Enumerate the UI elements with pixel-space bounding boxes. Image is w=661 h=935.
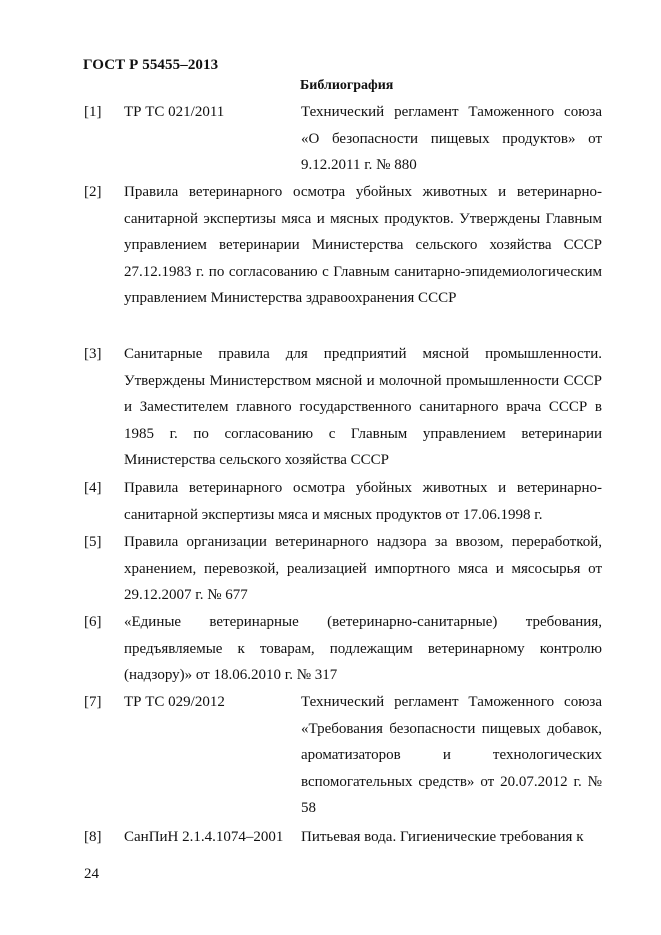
page-number: 24 — [84, 866, 99, 882]
entry-code: СанПиН 2.1.4.1074–2001 — [124, 829, 284, 845]
entry-number: [7] — [84, 694, 102, 710]
entry-code: ТР ТС 021/2011 — [124, 104, 225, 120]
entry-code: ТР ТС 029/2012 — [124, 694, 225, 710]
entry-text: Правила ветеринарного осмотра убойных животных и ветеринарно-санитарной экспертизы мяса и мясных продуктов от 17.06.1998 г. — [124, 480, 602, 523]
entry-number: [3] — [84, 346, 102, 362]
entry-text: Правила ветеринарного осмотра убойных животных и ветеринарно-санитарной экспертизы мяса и мясных продуктов. Утверждены Главным управлением ветеринарии Министерства сельского хозяйства СССР 27.12.1983 г. по согласованию с Главным санитарно-эпидемиологическим управлением Министерства здравоохранения СССР — [124, 184, 602, 307]
entry-text: Технический регламент Таможенного союза «Требования безопасности пищевых добавок, ароматизаторов и технологических вспомогательных средств» от 20.07.2012 г. № 58 — [301, 694, 602, 817]
entry-number: [1] — [84, 104, 102, 120]
entry-number: [6] — [84, 614, 102, 630]
entry-number: [4] — [84, 480, 102, 496]
entry-text: Питьевая вода. Гигиенические требования к — [301, 829, 584, 845]
document-header: ГОСТ Р 55455–2013 — [83, 57, 219, 73]
entry-number: [2] — [84, 184, 102, 200]
entry-number: [8] — [84, 829, 102, 845]
entry-text: Санитарные правила для предприятий мясной промышленности. Утверждены Министерством мясной и молочной промышленности СССР и Заместителем главного государственного санитарного врача СССР в 1985 г. по согласованию с Главным управлением ветеринарии Министерства сельского хозяйства СССР — [124, 346, 602, 469]
entry-number: [5] — [84, 534, 102, 550]
entry-text: Правила организации ветеринарного надзора за ввозом, переработкой, хранением, перевозкой, реализацией импортного мяса и мясосырья от 29.12.2007 г. № 677 — [124, 534, 602, 604]
entry-text: Технический регламент Таможенного союза «О безопасности пищевых продуктов» от 9.12.2011 г. № 880 — [301, 104, 602, 174]
entry-text: «Единые ветеринарные (ветеринарно-санитарные) требования, предъявляемые к товарам, подлежащим ветеринарному контролю (надзору)» от 18.06.2010 г. № 317 — [124, 614, 602, 684]
section-title: Библиография — [300, 78, 394, 93]
